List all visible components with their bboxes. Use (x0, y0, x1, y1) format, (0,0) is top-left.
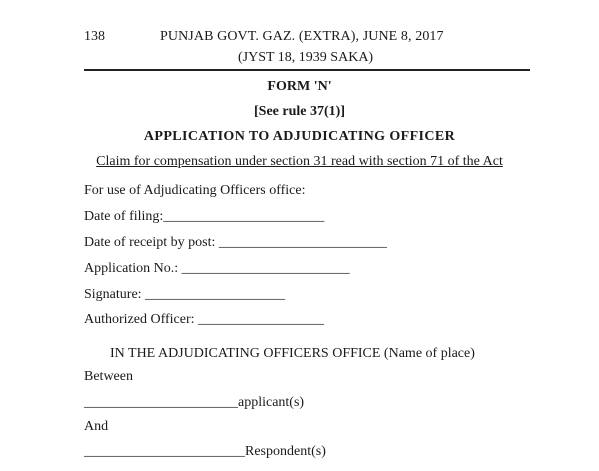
gazette-title: PUNJAB GOVT. GAZ. (EXTRA), JUNE 8, 2017 (160, 29, 444, 44)
respondent-line: _______________________Respondent(s) (84, 444, 326, 459)
rule-reference: [See rule 37(1)] (254, 104, 345, 119)
header-divider (84, 69, 530, 71)
applicant-line: ______________________applicant(s) (84, 395, 305, 410)
page-number: 138 (84, 29, 105, 44)
date-of-receipt-field: Date of receipt by post: ________________________ (84, 235, 387, 250)
authorized-officer-field: Authorized Officer: __________________ (84, 312, 325, 327)
claim-subtitle: Claim for compensation under section 31 read with section 71 of the Act (96, 154, 503, 169)
between-label: Between (84, 369, 133, 384)
gazette-subtitle: (JYST 18, 1939 SAKA) (238, 50, 374, 65)
signature-field: Signature: ____________________ (84, 287, 286, 302)
office-use-heading: For use of Adjudicating Officers office: (84, 183, 306, 198)
application-no-field: Application No.: ________________________ (84, 261, 350, 276)
date-of-filing-field: Date of filing:_______________________ (84, 209, 325, 224)
court-heading: IN THE ADJUDICATING OFFICERS OFFICE (Name of place) (110, 346, 475, 361)
application-title: APPLICATION TO ADJUDICATING OFFICER (143, 129, 456, 144)
and-label: And (84, 419, 109, 434)
form-title: FORM 'N' (267, 79, 332, 94)
